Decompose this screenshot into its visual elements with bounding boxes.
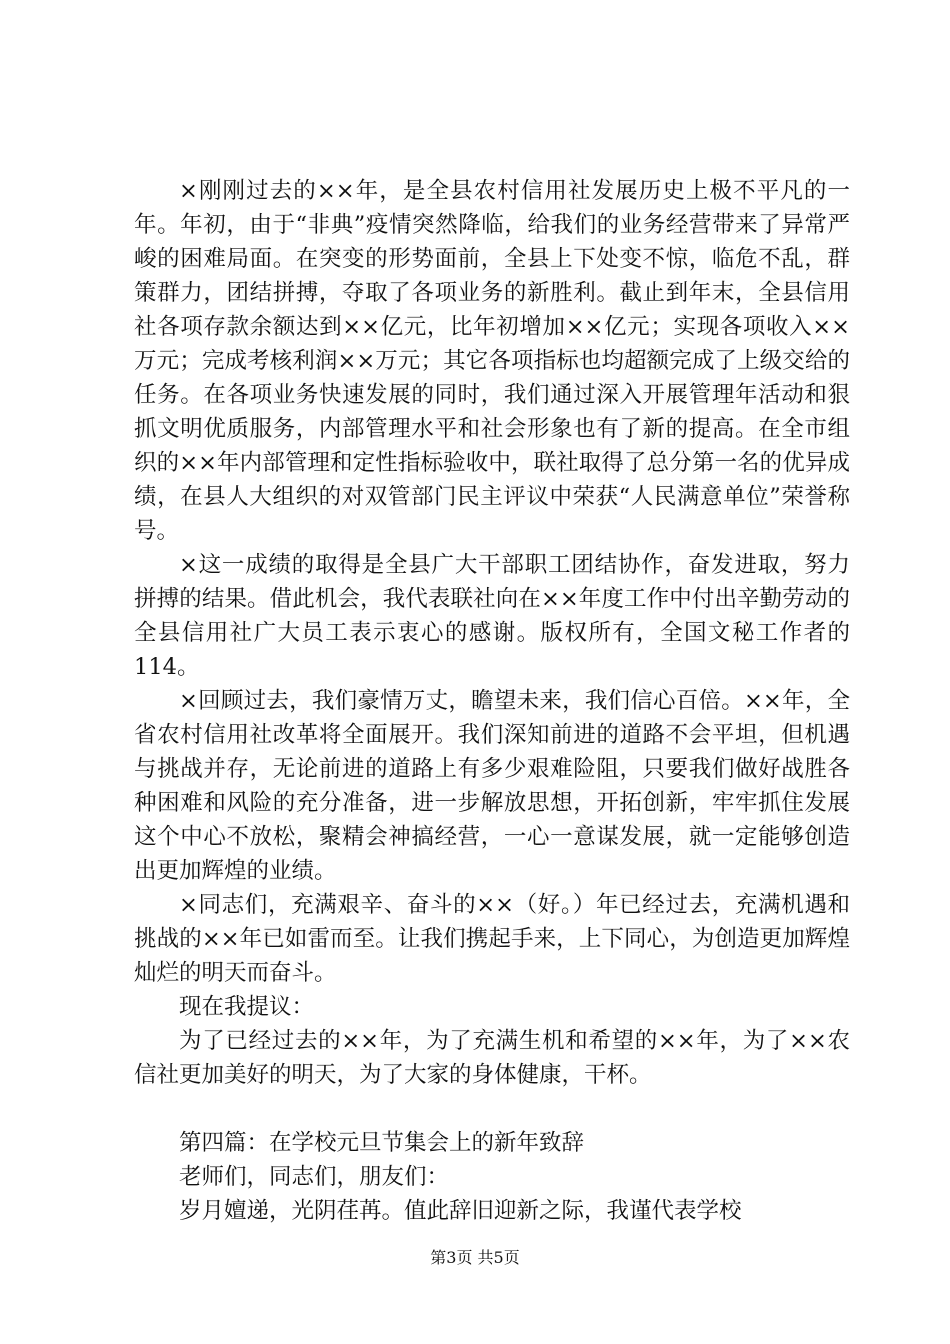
paragraph-toast: 为了已经过去的××年，为了充满生机和希望的××年，为了××农信社更加美好的明天，为了大家的身体健康，干杯。 [134, 1028, 850, 1088]
section-gap [134, 1092, 850, 1126]
section-heading: 第四篇：在学校元旦节集会上的新年致辞 [179, 1130, 585, 1156]
document-body [134, 174, 850, 1228]
paragraph-proposal: 现在我提议： [179, 994, 315, 1020]
paragraph-thanks: ×这一成绩的取得是全县广大干部职工团结协作，奋发进取，努力拼搏的结果。借此机会，我代表联社向在××年度工作中付出辛勤劳动的全县信用社广大员工表示衷心的感谢。版权所有，全国文秘工作者的114。 [134, 552, 850, 680]
paragraph-call: ×同志们，充满艰辛、奋斗的××（好。）年已经过去，充满机遇和挑战的××年已如雷而至。让我们携起手来，上下同心，为创造更加辉煌灿烂的明天而奋斗。 [134, 892, 850, 986]
paragraph-results: ×刚刚过去的××年，是全县农村信用社发展历史上极不平凡的一年。年初，由于“非典”疫情突然降临，给我们的业务经营带来了异常严峻的困难局面。在突变的形势面前，全县上下处变不惊，临危不乱，群策群力，团结拼搏，夺取了各项业务的新胜利。截止到年末，全县信用社各项存款余额达到××亿元，比年初增加××亿元；实现各项收入××万元；完成考核利润××万元；其它各项指标也均超额完成了上级交给的任务。在各项业务快速发展的同时，我们通过深入开展管理年活动和狠抓文明优质服务，内部管理水平和社会形象也有了新的提高。在全市组织的××年内部管理和定性指标验收中，联社取得了总分第一名的优异成绩，在县人大组织的对双管部门民主评议中荣获“人民满意单位”荣誉称号。 [134, 178, 850, 544]
section-salutation: 老师们，同志们，朋友们： [179, 1164, 450, 1190]
page-footer: 第3页 共5页 [430, 1248, 520, 1267]
section-opening: 岁月嬗递，光阴荏苒。值此辞旧迎新之际，我谨代表学校 [179, 1198, 742, 1224]
paragraph-outlook: ×回顾过去，我们豪情万丈，瞻望未来，我们信心百倍。××年，全省农村信用社改革将全面展开。我们深知前进的道路不会平坦，但机遇与挑战并存，无论前进的道路上有多少艰难险阻，只要我们做好战胜各种困难和风险的充分准备，进一步解放思想，开拓创新，牢牢抓住发展这个中心不放松，聚精会神搞经营，一心一意谋发展，就一定能够创造出更加辉煌的业绩。 [134, 688, 850, 884]
